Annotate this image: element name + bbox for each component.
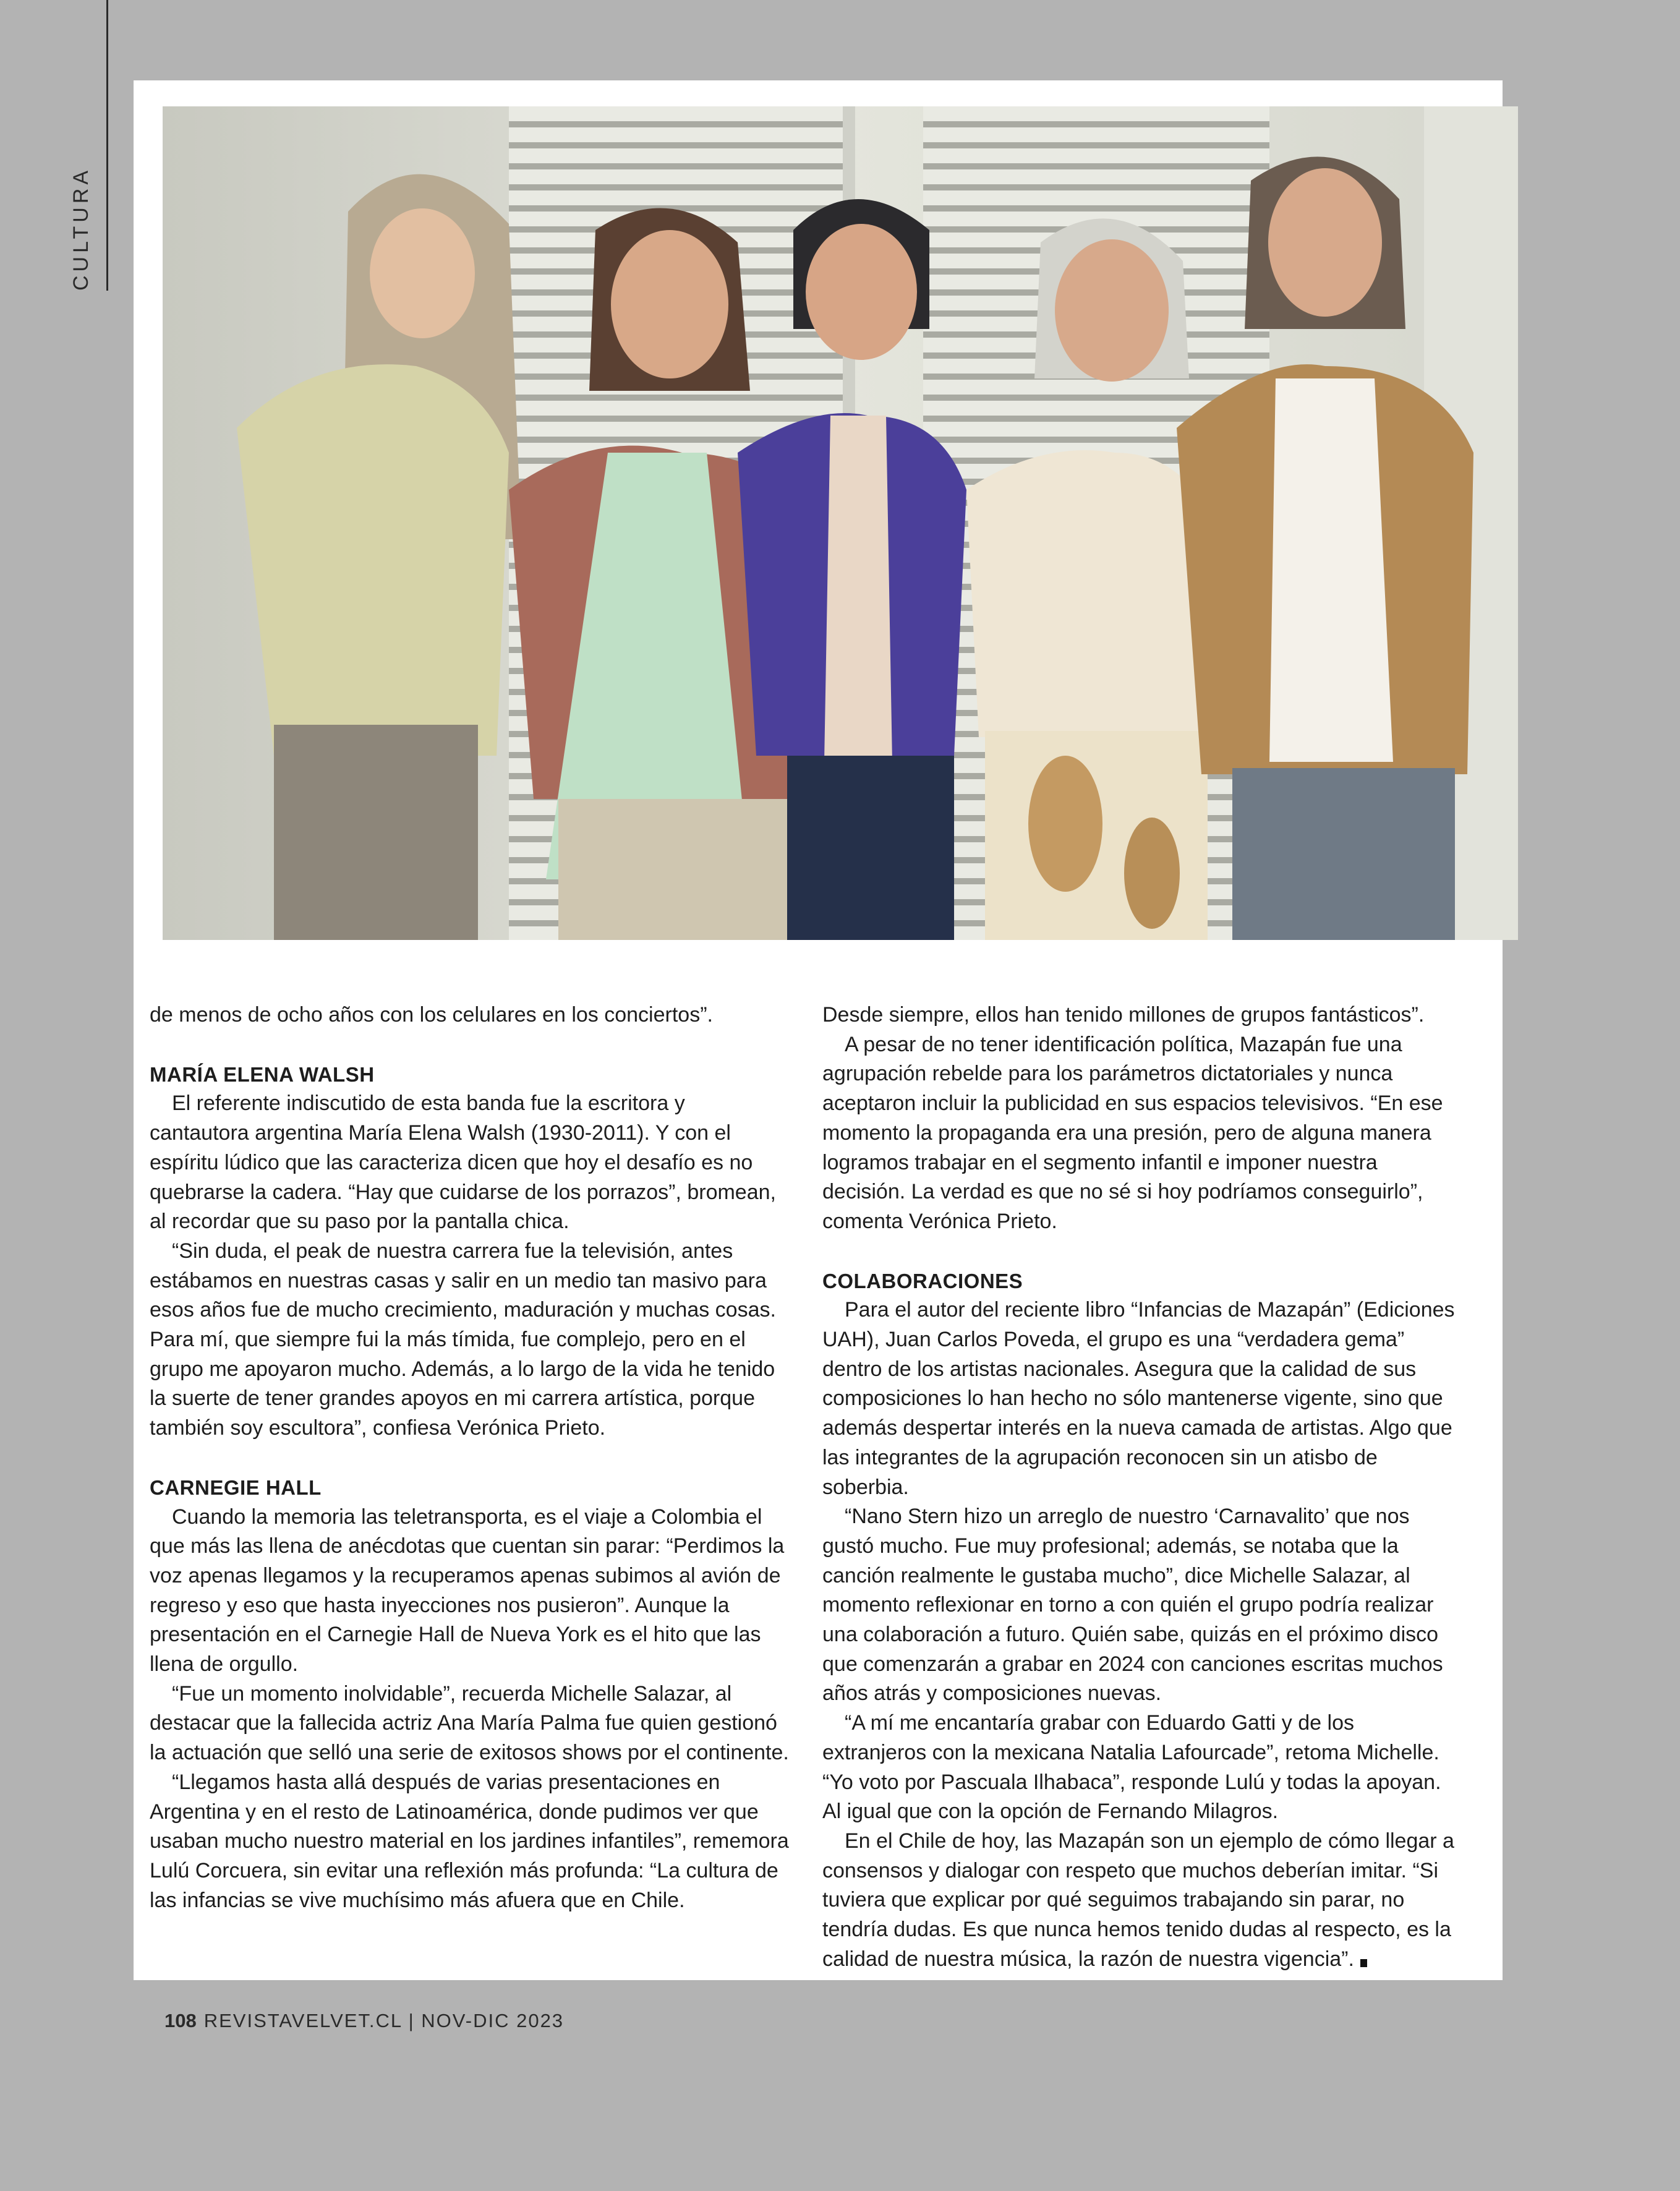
- right-paragraph-4: “A mí me encantaría grabar con Eduardo Gatti y de los extranjeros con la mexicana Natalia Lafourcade”, retoma Michelle. “Yo voto por Pascuala Ilhabaca”, responde Lulú y todas la apoyan. Al igual que con la opción de Fernando Milagros.: [822, 1711, 1441, 1824]
- left-paragraph-2: “Sin duda, el peak de nuestra carrera fue la televisión, antes estábamos en nuestras casas y salir en un medio tan masivo para esos años fue de mucho crecimiento, maduración y muchas cosas. Para mí, que siempre fui la más tímida, fue complejo, pero en el grupo me apoyaron mucho. Además, a lo largo de la vida he tenido la suerte de tener grandes apoyos en mi carrera artística, porque también soy escultora”, confiesa Verónica Prieto.: [150, 1239, 776, 1440]
- heading-carnegie-hall: CARNEGIE HALL: [150, 1476, 322, 1499]
- section-rule: [106, 0, 108, 291]
- right-column: [822, 1001, 1462, 1975]
- section-label: CULTURA: [69, 166, 93, 291]
- right-paragraph-1: A pesar de no tener identificación política, Mazapán fue una agrupación rebelde para los parámetros dictatoriales y nunca aceptaron incluir la publicidad en sus espacios televisivos. “En ese momento la propaganda era una presión, pero de alguna manera logramos trabajar en el segmento infantil e imponer nuestra decisión. La verdad es que no sé si hoy podríamos conseguirlo”, comenta Verónica Prieto.: [822, 1032, 1443, 1233]
- publication-info: REVISTAVELVET.CL | NOV-DIC 2023: [203, 2010, 565, 2031]
- left-paragraph-1: El referente indiscutido de esta banda fue la escritora y cantautora argentina María Elena Walsh (1930-2011). Y con el espíritu lúdico que las caracteriza dicen que hoy el desafío es no quebrarse la cadera. “Hay que cuidarse de los porrazos”, bromean, al recordar que su paso por la pantalla chica.: [150, 1091, 776, 1234]
- group-portrait-photo: [163, 106, 1518, 940]
- end-of-article-icon: [1360, 1959, 1367, 1967]
- right-paragraph-5: [822, 1827, 1462, 1975]
- right-intro-line: Desde siempre, ellos han tenido millones de grupos fantásticos”.: [822, 1003, 1425, 1027]
- right-paragraph-2: Para el autor del reciente libro “Infancias de Mazapán” (Ediciones UAH), Juan Carlos Poveda, el grupo es una “verdadera gema” dentro de los artistas nacionales. Asegura que la calidad de sus composiciones lo han hecho no sólo mantenerse vigente, sino que además despertar interés en la nueva camada de artistas. Algo que las integrantes de la agrupación reconocen sin un atisbo de soberbia.: [822, 1298, 1455, 1499]
- left-paragraph-4: “Fue un momento inolvidable”, recuerda Michelle Salazar, al destacar que la fallecida actriz Ana María Palma fue quien gestionó la actuación que selló una serie de exitosos shows por el continente.: [150, 1681, 789, 1765]
- group-portrait-photo-icon: [163, 106, 1518, 940]
- right-paragraph-5-text: En el Chile de hoy, las Mazapán son un ejemplo de cómo llegar a consensos y dialogar con respeto que muchos deberían imitar. “Si tuviera que explicar por qué seguimos trabajando sin parar, no tendría dudas. Es que nunca hemos tenido dudas al respecto, es la calidad de nuestra música, la razón de nuestra vigencia”.: [822, 1829, 1454, 1971]
- page-footer: [164, 2010, 564, 2032]
- heading-colaboraciones: COLABORACIONES: [822, 1269, 1023, 1292]
- left-paragraph-5: “Llegamos hasta allá después de varias presentaciones en Argentina y en el resto de Latinoamérica, donde pudimos ver que usaban mucho nuestro material en los jardines infantiles”, rememora Lulú Corcuera, sin evitar una reflexión más profunda: “La cultura de las infancias se vive muchísimo más afuera que en Chile.: [150, 1770, 789, 1912]
- left-paragraph-3: Cuando la memoria las teletransporta, es el viaje a Colombia el que más las llena de anécdotas que cuentan sin parar: “Perdimos la voz apenas llegamos y la recuperamos apenas subimos al avión de regreso y eso que hasta inyecciones nos pusieron”. Aunque la presentación en el Carnegie Hall de Nueva York es el hito que las llena de orgullo.: [150, 1505, 785, 1676]
- page-number: 108: [164, 2010, 197, 2031]
- right-paragraph-3: “Nano Stern hizo un arreglo de nuestro ‘Carnavalito’ que nos gustó mucho. Fue muy profesional; además, se notaba que la canción realmente le gustaba mucho”, dice Michelle Salazar, al momento reflexionar en torno a con quién el grupo podría realizar una colaboración a futuro. Quién sabe, quizás en el próximo disco que comenzarán a grabar en 2024 con canciones escritas muchos años atrás y composiciones nuevas.: [822, 1505, 1443, 1706]
- left-intro-line: de menos de ocho años con los celulares en los conciertos”.: [150, 1003, 713, 1027]
- left-column: [150, 1001, 790, 1915]
- heading-maria-elena-walsh: MARÍA ELENA WALSH: [150, 1062, 375, 1086]
